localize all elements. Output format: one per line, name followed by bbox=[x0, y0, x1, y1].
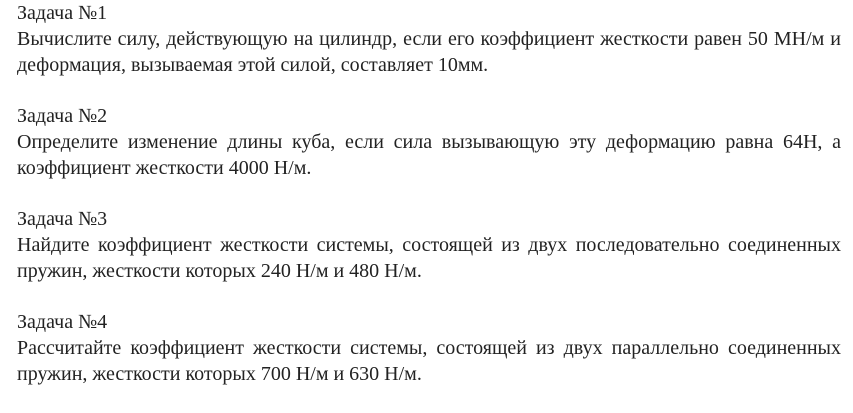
task-3 bbox=[17, 206, 841, 284]
task-title: Задача №1 bbox=[17, 2, 108, 24]
task-2 bbox=[17, 103, 841, 181]
task-text: Найдите коэффициент жесткости системы, состоящей из двух последовательно соединенных пружин, жесткости которых 240 Н/м и 480 Н/м. bbox=[17, 234, 841, 282]
task-text: Вычислите силу, действующую на цилиндр, если его коэффициент жесткости равен 50 МН/м и деформация, вызываемая этой силой, составляет 10мм. bbox=[17, 28, 841, 76]
document-body bbox=[17, 0, 841, 387]
task-text: Определите изменение длины куба, если сила вызывающую эту деформацию равна 64Н, а коэффициент жесткости 4000 Н/м. bbox=[17, 131, 841, 179]
task-1 bbox=[17, 0, 841, 78]
task-title: Задача №4 bbox=[17, 311, 108, 333]
task-text: Рассчитайте коэффициент жесткости системы, состоящей из двух параллельно соединенных пружин, жесткости которых 700 Н/м и 630 Н/м. bbox=[17, 337, 841, 385]
task-title: Задача №3 bbox=[17, 208, 108, 230]
task-title: Задача №2 bbox=[17, 105, 108, 127]
task-4 bbox=[17, 309, 841, 387]
